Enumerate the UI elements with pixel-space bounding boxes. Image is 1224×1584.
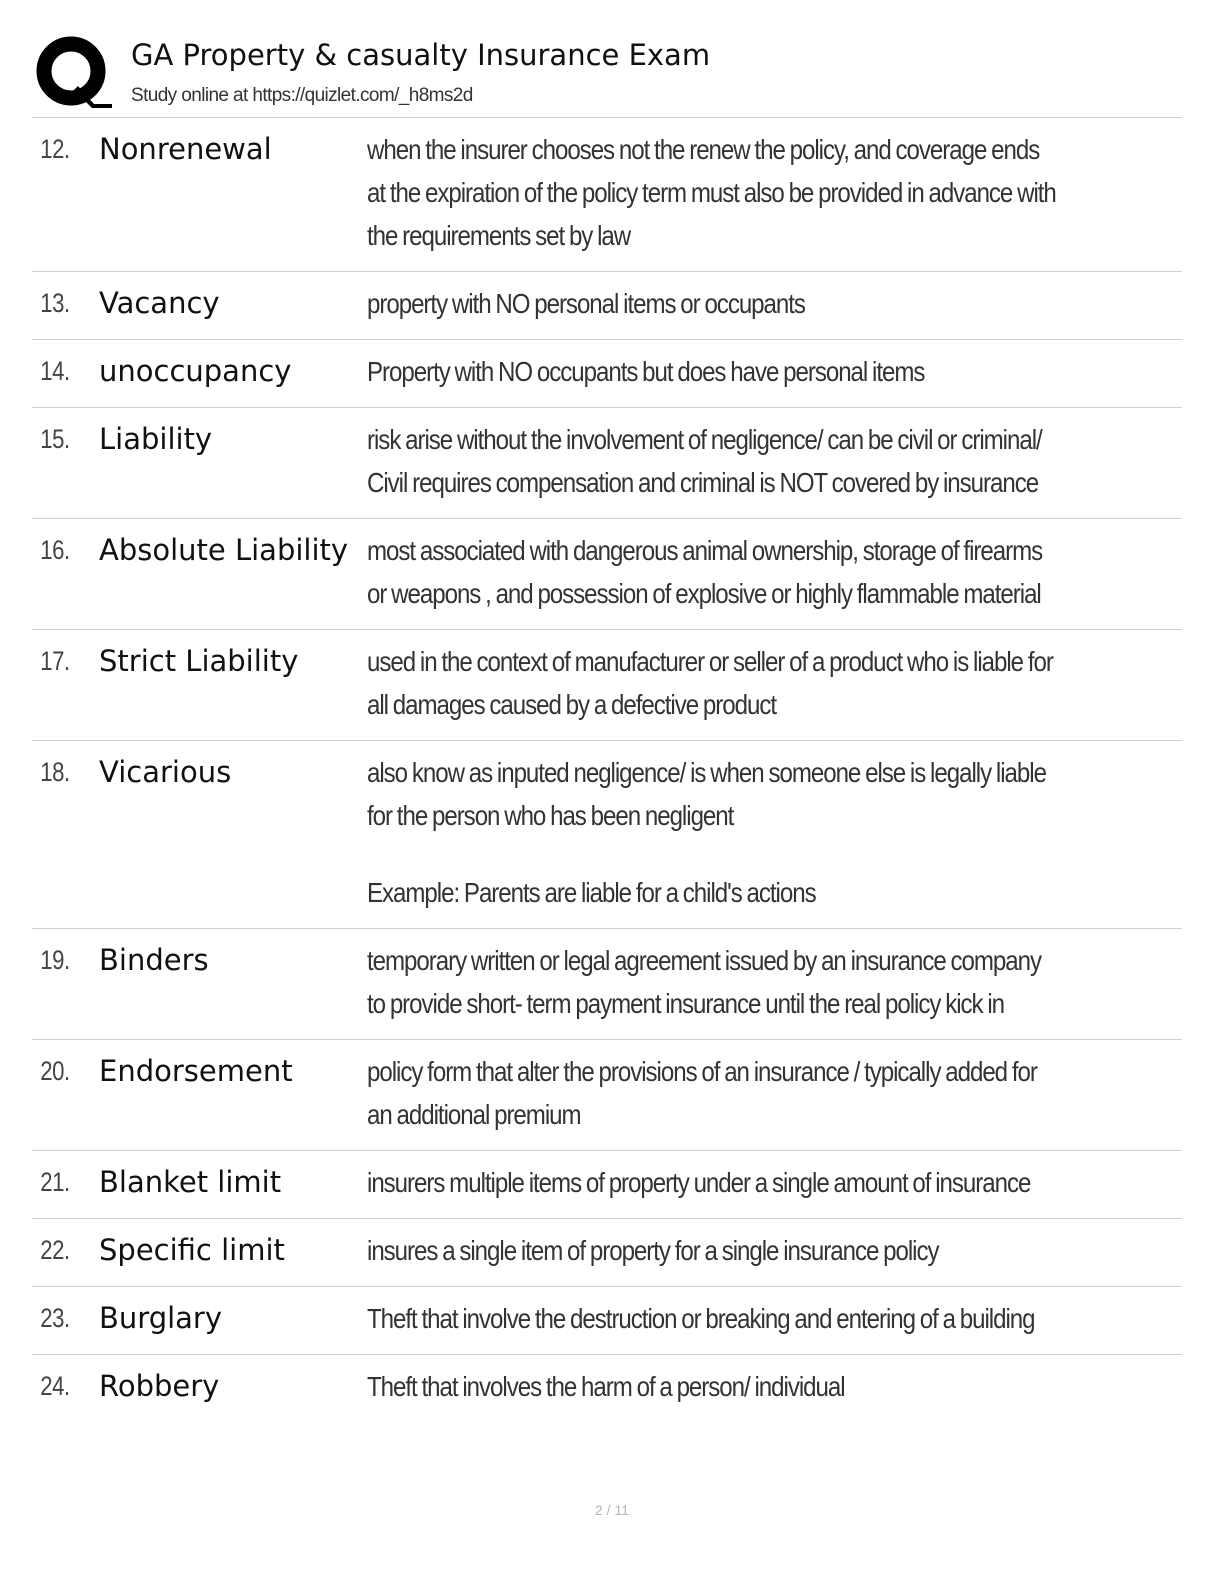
card-number: 21. [40,1167,70,1197]
definition-paragraph: Example: Parents are liable for a child's actions [367,877,816,908]
flashcard-row [32,741,1182,929]
card-term: Vicarious [99,755,232,789]
card-number: 15. [40,424,70,454]
card-number: 19. [40,945,70,975]
card-number: 16. [40,535,70,565]
page-number: 2 / 11 [595,1502,629,1518]
card-definition [367,1297,1068,1340]
flashcard-row [32,1219,1182,1287]
card-term: Blanket limit [99,1165,282,1199]
definition-paragraph: risk arise without the involvement of negligence/ can be civil or criminal/ Civil requires compensation and criminal is NOT covered by insurance [367,424,1042,498]
card-definition [367,282,1068,325]
definition-paragraph: Property with NO occupants but does have personal items [367,356,925,387]
card-definition [367,418,1068,504]
definition-paragraph: insurers multiple items of property under a single amount of insurance [367,1167,1031,1198]
card-term: Burglary [99,1301,223,1335]
flashcard-row [32,272,1182,340]
card-term: Specific limit [99,1233,285,1267]
card-number: 12. [40,134,70,164]
card-definition [367,939,1068,1025]
card-term: Endorsement [99,1054,293,1088]
definition-paragraph: insures a single item of property for a single insurance policy [367,1235,939,1266]
card-number: 13. [40,288,70,318]
flashcard-row [32,118,1182,272]
card-definition [367,640,1068,726]
card-number: 14. [40,356,70,386]
study-online-link[interactable]: Study online at https://quizlet.com/_h8ms2d [131,85,473,106]
definition-paragraph: policy form that alter the provisions of an insurance / typically added for an additional premium [367,1056,1037,1130]
card-number: 22. [40,1235,70,1265]
definition-paragraph: property with NO personal items or occupants [367,288,805,319]
flashcard-row [32,929,1182,1040]
card-term: Strict Liability [99,644,299,678]
card-definition [367,1365,1068,1408]
card-term: Nonrenewal [99,132,272,166]
flashcard-row [32,1287,1182,1355]
card-term: Robbery [99,1369,220,1403]
card-definition [367,1050,1068,1136]
definition-paragraph: temporary written or legal agreement issued by an insurance company to provide short- term payment insurance until the real policy kick in [367,945,1041,1019]
card-term: unoccupancy [99,354,292,388]
definition-paragraph: most associated with dangerous animal ownership, storage of firearms or weapons , and possession of explosive or highly flammable material [367,535,1043,609]
flashcard-list [32,118,1182,1422]
flashcard-row [32,1151,1182,1219]
flashcard-row [32,519,1182,630]
page-title: GA Property & casualty Insurance Exam [131,38,711,72]
card-number: 18. [40,757,70,787]
card-definition [367,1161,1068,1204]
definition-paragraph: also know as inputed negligence/ is when someone else is legally liable for the person who has been negligent [367,757,1046,831]
card-number: 17. [40,646,70,676]
card-term: Liability [99,422,213,456]
page-header [32,30,1182,118]
card-definition [367,350,1068,393]
definition-paragraph: when the insurer chooses not the renew the policy, and coverage ends at the expiration of the policy term must also be provided in advance with the requirements set by law [367,134,1056,251]
card-number: 23. [40,1303,70,1333]
definition-paragraph: used in the context of manufacturer or seller of a product who is liable for all damages caused by a defective product [367,646,1053,720]
card-number: 24. [40,1371,70,1401]
flashcard-row [32,630,1182,741]
definition-paragraph: Theft that involve the destruction or breaking and entering of a building [367,1303,1035,1334]
flashcard-row [32,408,1182,519]
flashcard-row [32,1355,1182,1422]
card-term: Absolute Liability [99,533,349,567]
card-definition [367,1229,1068,1272]
definition-paragraph: Theft that involves the harm of a person/ individual [367,1371,845,1402]
card-term: Vacancy [99,286,220,320]
card-definition [367,128,1068,257]
flashcard-row [32,340,1182,408]
quizlet-logo-icon [34,34,112,112]
card-definition [367,751,1068,914]
card-definition [367,529,1068,615]
flashcard-row [32,1040,1182,1151]
card-number: 20. [40,1056,70,1086]
card-term: Binders [99,943,209,977]
